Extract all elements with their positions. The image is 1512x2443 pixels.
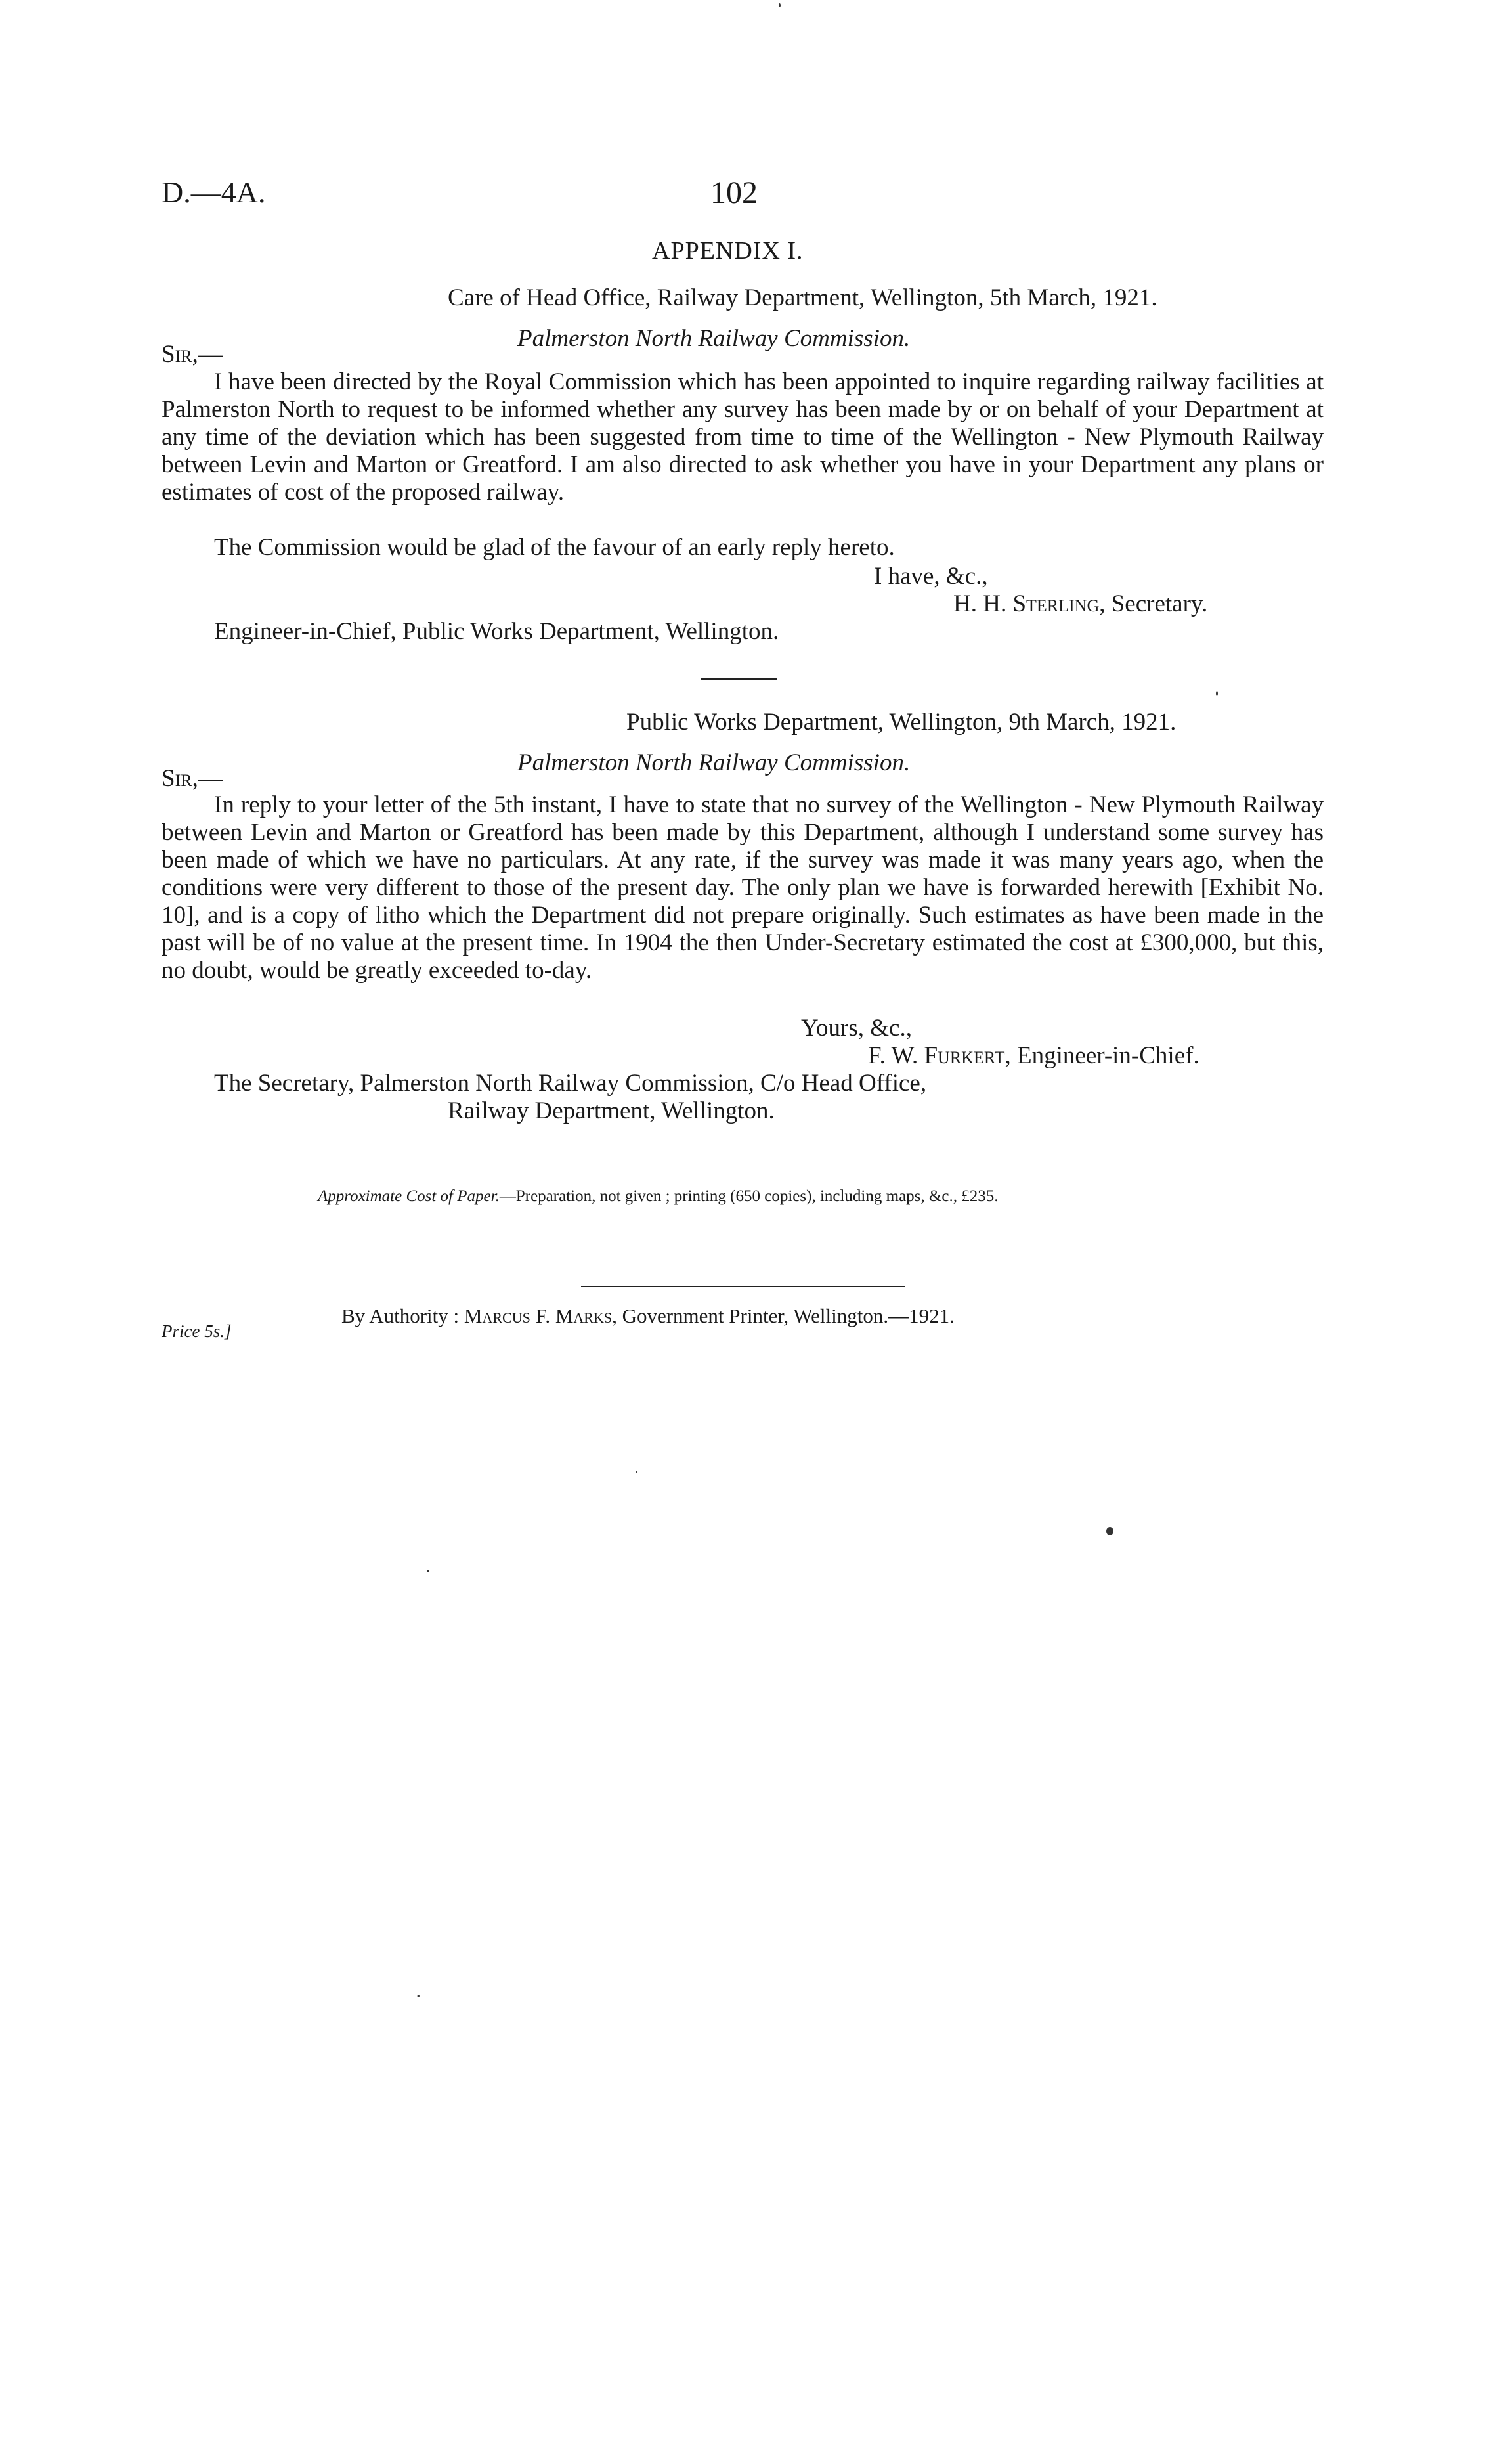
authority-prefix: By Authority :: [341, 1304, 460, 1327]
scan-speck: [1216, 691, 1218, 696]
letter1-salutation: Sir,—: [162, 341, 223, 368]
appendix-title: APPENDIX I.: [652, 237, 804, 265]
letter2-signature-initials: F. W.: [868, 1042, 918, 1069]
letter2-address-line: Public Works Department, Wellington, 9th March, 1921.: [626, 709, 1177, 736]
scan-speck: [1106, 1527, 1113, 1535]
scan-speck: [417, 1995, 420, 1997]
letter2-addressee-line-2: Railway Department, Wellington.: [448, 1097, 775, 1124]
letter1-body-paragraph-1: I have been directed by the Royal Commission which has been appointed to inquire regarding railway facilities at Palmerston North to request to be informed whether any survey has been made by or on behalf of your Department at any time of the deviation which has been suggested from time to time of the Wellington - New Plymouth Railway between Levin and Marton or Greatford. I am also directed to ask whether you have in your Department any plans or estimates of cost of the proposed railway.: [162, 368, 1324, 506]
letter2-signature-name: Furkert: [924, 1042, 1005, 1069]
letter1-signature: [953, 590, 1207, 618]
printer-imprint: [341, 1304, 955, 1328]
letter1-signature-initials: H. H.: [953, 590, 1007, 617]
cost-of-paper-note: [318, 1187, 998, 1206]
scan-speck: [636, 1471, 637, 1473]
price-note: Price 5s.]: [162, 1321, 232, 1341]
letter1-signature-title: , Secretary.: [1099, 590, 1208, 617]
letter2-closing: Yours, &c.,: [801, 1015, 912, 1042]
letter2-subject: Palmerston North Railway Commission.: [517, 749, 911, 776]
letter1-address-line: Care of Head Office, Railway Department, Wellington, 5th March, 1921.: [448, 284, 1157, 311]
letter2-body-paragraph-1: In reply to your letter of the 5th instant, I have to state that no survey of the Wellington - New Plymouth Railway between Levin and Marton or Greatford has been made by this Department, although I understand some survey has been made of which we have no particulars. At any rate, if the survey was made it was many years ago, when the conditions were very different to those of the present day. The only plan we have is forwarded herewith [Exhibit No. 10], and is a copy of litho which the Department did not prepare originally. Such estimates as have been made in the past will be of no value at the present time. In 1904 the then Under-Secretary estimated the cost at £300,000, but this, no doubt, would be greatly exceeded to-day.: [162, 791, 1324, 984]
letter1-signature-name: Sterling: [1012, 590, 1100, 617]
letter1-subject: Palmerston North Railway Commission.: [517, 325, 911, 352]
scan-speck: [779, 3, 781, 7]
letter2-signature-title: , Engineer-in-Chief.: [1004, 1042, 1199, 1069]
letter1-addressee: Engineer-in-Chief, Public Works Department, Wellington.: [214, 618, 779, 645]
cost-of-paper-label: Approximate Cost of Paper.: [318, 1187, 500, 1205]
authority-suffix: , Government Printer, Wellington.—1921.: [612, 1304, 955, 1327]
page-number: 102: [710, 175, 758, 210]
letter1-body-paragraph-2: The Commission would be glad of the favour of an early reply hereto.: [214, 534, 895, 561]
printer-name: Marcus F. Marks: [464, 1304, 613, 1327]
scan-speck: [427, 1570, 429, 1572]
cost-of-paper-text: —Preparation, not given ; printing (650 copies), including maps, &c., £235.: [499, 1187, 999, 1205]
footer-divider: [581, 1286, 905, 1287]
letter2-salutation: Sir,—: [162, 765, 223, 792]
letter2-signature: [868, 1042, 1199, 1070]
letter2-addressee-line-1: The Secretary, Palmerston North Railway Commission, C/o Head Office,: [214, 1070, 927, 1097]
letter1-closing: I have, &c.,: [874, 563, 988, 590]
section-divider: [701, 678, 777, 680]
document-reference: D.—4A.: [162, 175, 266, 209]
